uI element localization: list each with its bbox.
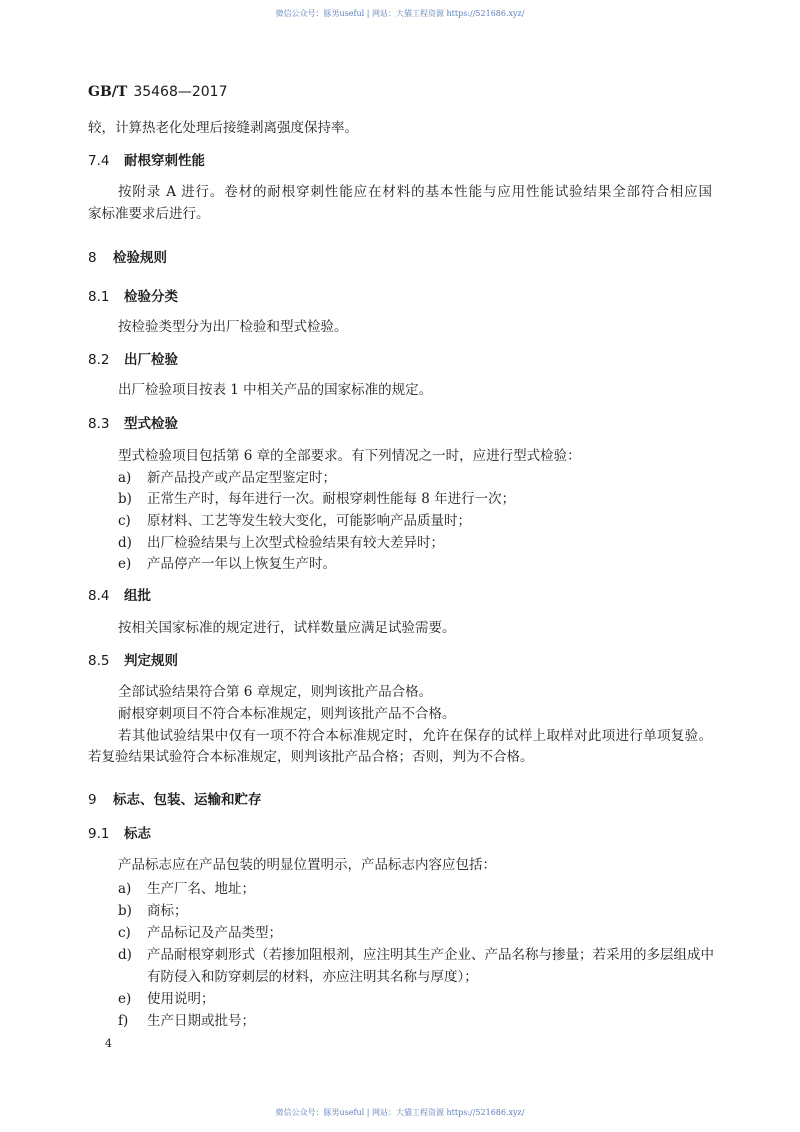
list-item-text: 新产品投产或产品定型鉴定时； [147, 470, 336, 486]
chapter-number: 8 [88, 250, 97, 266]
section-number: 8.5 [88, 653, 110, 669]
paragraph-line: 若其他试验结果中仅有一项不符合本标准规定时，允许在保存的试样上取样对此项进行单项复验。 [118, 728, 712, 744]
list-item-label: f) [118, 1013, 129, 1029]
section-title: 耐根穿刺性能 [124, 153, 205, 169]
section-number: 8.3 [88, 416, 110, 432]
section-title: 型式检验 [124, 416, 178, 432]
header-number: 35468—2017 [133, 84, 228, 100]
paragraph-line: 按检验类型分为出厂检验和型式检验。 [118, 319, 348, 335]
paragraph-line: 按相关国家标准的规定进行，试样数量应满足试验需要。 [118, 620, 456, 636]
section-number: 7.4 [88, 153, 110, 169]
section-number: 9.1 [88, 826, 110, 842]
list-item-label: e) [118, 991, 132, 1007]
list-item-text: 商标； [147, 903, 188, 919]
section-heading-9-1 [88, 824, 708, 844]
list-item-text: 有防侵入和防穿刺层的材料，亦应注明其名称与厚度）； [147, 969, 478, 985]
list-item-label: b) [118, 903, 132, 919]
header-standard-code [88, 82, 228, 102]
chapter-heading-8 [88, 248, 708, 268]
list-item-label: e) [118, 556, 132, 572]
page-number: 4 [105, 1037, 112, 1050]
section-title: 组批 [124, 588, 151, 604]
chapter-title: 检验规则 [113, 250, 167, 266]
section-number: 8.2 [88, 352, 110, 368]
paragraph-line: 出厂检验项目按表 1 中相关产品的国家标准的规定。 [118, 382, 433, 398]
list-item-text: 出厂检验结果与上次型式检验结果有较大差异时； [147, 535, 444, 551]
section-heading-8-4 [88, 586, 708, 606]
section-title: 判定规则 [124, 653, 178, 669]
chapter-number: 9 [88, 792, 97, 808]
paragraph-line: 型式检验项目包括第 6 章的全部要求。有下列情况之一时，应进行型式检验： [118, 448, 581, 464]
continuation-text: 较，计算热老化处理后接缝剥离强度保持率。 [88, 120, 358, 136]
paragraph-line: 家标准要求后进行。 [88, 206, 210, 222]
header-prefix: GB/T [88, 84, 128, 100]
list-item-text: 原材料、工艺等发生较大变化，可能影响产品质量时； [147, 513, 471, 529]
paragraph-line: 全部试验结果符合第 6 章规定，则判该批产品合格。 [118, 684, 433, 700]
paragraph-line: 产品标志应在产品包装的明显位置明示，产品标志内容应包括： [118, 857, 496, 873]
list-item-text: 使用说明； [147, 991, 215, 1007]
list-item-label: b) [118, 491, 132, 507]
section-title: 检验分类 [124, 289, 178, 305]
list-item-text: 产品标记及产品类型； [147, 925, 282, 941]
list-item-label: c) [118, 925, 131, 941]
watermark-top: 微信公众号：豚男useful | 网站：大猫工程资源 https://521686.xyz/ [275, 9, 525, 18]
section-heading-8-2 [88, 350, 708, 370]
list-item-text: 生产厂名、地址； [147, 881, 255, 897]
list-item-label: a) [118, 470, 132, 486]
list-item-text: 正常生产时，每年进行一次。耐根穿刺性能每 8 年进行一次； [147, 491, 516, 507]
list-item-text: 产品停产一年以上恢复生产时。 [147, 556, 336, 572]
chapter-heading-9 [88, 790, 708, 810]
section-heading-8-5 [88, 651, 708, 671]
section-number: 8.4 [88, 588, 110, 604]
paragraph-line: 若复验结果试验符合本标准规定，则判该批产品合格；否则，判为不合格。 [88, 749, 534, 765]
list-item-label: d) [118, 947, 132, 963]
section-number: 8.1 [88, 289, 110, 305]
watermark-bottom: 微信公众号：豚男useful | 网站：大猫工程资源 https://521686.xyz/ [275, 1108, 525, 1117]
section-heading-7-4 [88, 151, 708, 171]
section-heading-8-1 [88, 287, 708, 307]
list-item-text: 产品耐根穿刺形式（若掺加阻根剂，应注明其生产企业、产品名称与掺量；若采用的多层组成中 [147, 947, 714, 963]
list-item-label: d) [118, 535, 132, 551]
chapter-title: 标志、包装、运输和贮存 [113, 792, 262, 808]
paragraph-line: 按附录 A 进行。卷材的耐根穿刺性能应在材料的基本性能与应用性能试验结果全部符合相应国 [118, 184, 712, 200]
section-title: 标志 [124, 826, 151, 842]
section-title: 出厂检验 [124, 352, 178, 368]
list-item-label: c) [118, 513, 131, 529]
list-item-label: a) [118, 881, 132, 897]
paragraph-line: 耐根穿刺项目不符合本标准规定，则判该批产品不合格。 [118, 706, 456, 722]
list-item-text: 生产日期或批号； [147, 1013, 255, 1029]
section-heading-8-3 [88, 414, 708, 434]
